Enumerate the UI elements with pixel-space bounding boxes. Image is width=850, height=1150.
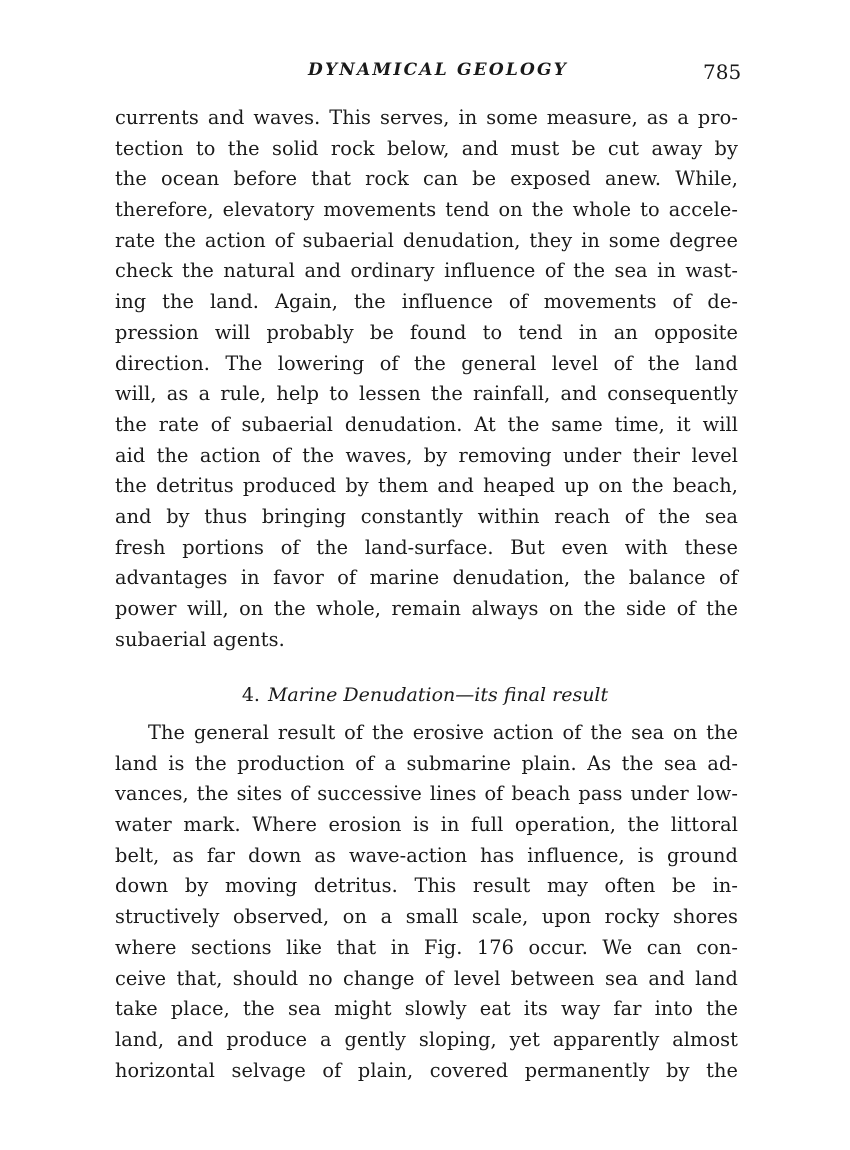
section-heading: [0, 680, 850, 710]
text-line: the detritus produced by them and heaped up on the beach,: [115, 474, 738, 498]
page-number: 785: [703, 60, 742, 84]
section-title: Marine Denudation—its final result: [267, 684, 609, 706]
text-line: ceive that, should no change of level between sea and land: [115, 966, 738, 990]
text-line: currents and waves. This serves, in some measure, as a pro-: [115, 106, 738, 129]
text-line: tection to the solid rock below, and must be cut away by: [115, 136, 738, 160]
text-line: water mark. Where erosion is in full operation, the littoral: [115, 813, 738, 837]
text-line: belt, as far down as wave-action has influence, is ground: [115, 843, 738, 867]
text-line: vances, the sites of successive lines of beach pass under low-: [115, 782, 738, 806]
text-line: direction. The lowering of the general level of the land: [115, 351, 738, 375]
running-title: DYNAMICAL GEOLOGY: [308, 60, 569, 80]
text-line: horizontal selvage of plain, covered permanently by the: [115, 1058, 738, 1082]
section-number: 4.: [241, 684, 260, 706]
paragraph-continued: [115, 103, 738, 655]
text-line: and by thus bringing constantly within reach of the sea: [115, 504, 738, 528]
text-line: therefore, elevatory movements tend on the whole to accele-: [115, 198, 738, 222]
text-line: fresh portions of the land-surface. But even with these: [115, 535, 738, 559]
text-line: land is the production of a submarine plain. As the sea ad-: [115, 751, 738, 775]
text-line: take place, the sea might slowly eat its way far into the: [115, 997, 738, 1021]
text-line: check the natural and ordinary influence of the sea in wast-: [115, 259, 738, 283]
text-line: the ocean before that rock can be exposed anew. While,: [115, 167, 738, 191]
text-line: land, and produce a gently sloping, yet apparently almost: [115, 1027, 738, 1051]
text-line: rate the action of subaerial denudation, they in some degree: [115, 228, 738, 252]
text-line: The general result of the erosive action of the sea on the: [148, 721, 738, 744]
text-line: ing the land. Again, the influence of movements of de-: [115, 290, 738, 314]
paragraph: [115, 718, 738, 1086]
text-line: where sections like that in Fig. 176 occur. We can con-: [115, 935, 738, 959]
text-line: the rate of subaerial denudation. At the same time, it will: [115, 412, 738, 436]
running-head: [0, 60, 850, 90]
text-line: pression will probably be found to tend in an opposite: [115, 320, 738, 344]
text-line: will, as a rule, help to lessen the rainfall, and consequently: [115, 382, 738, 406]
text-line: aid the action of the waves, by removing under their level: [115, 443, 738, 467]
text-line: structively observed, on a small scale, upon rocky shores: [115, 905, 738, 929]
text-line: power will, on the whole, remain always on the side of the: [115, 597, 738, 620]
text-line: advantages in favor of marine denudation, the balance of: [115, 566, 738, 590]
text-line: down by moving detritus. This result may often be in-: [115, 874, 738, 898]
text-line: subaerial agents.: [115, 627, 285, 651]
